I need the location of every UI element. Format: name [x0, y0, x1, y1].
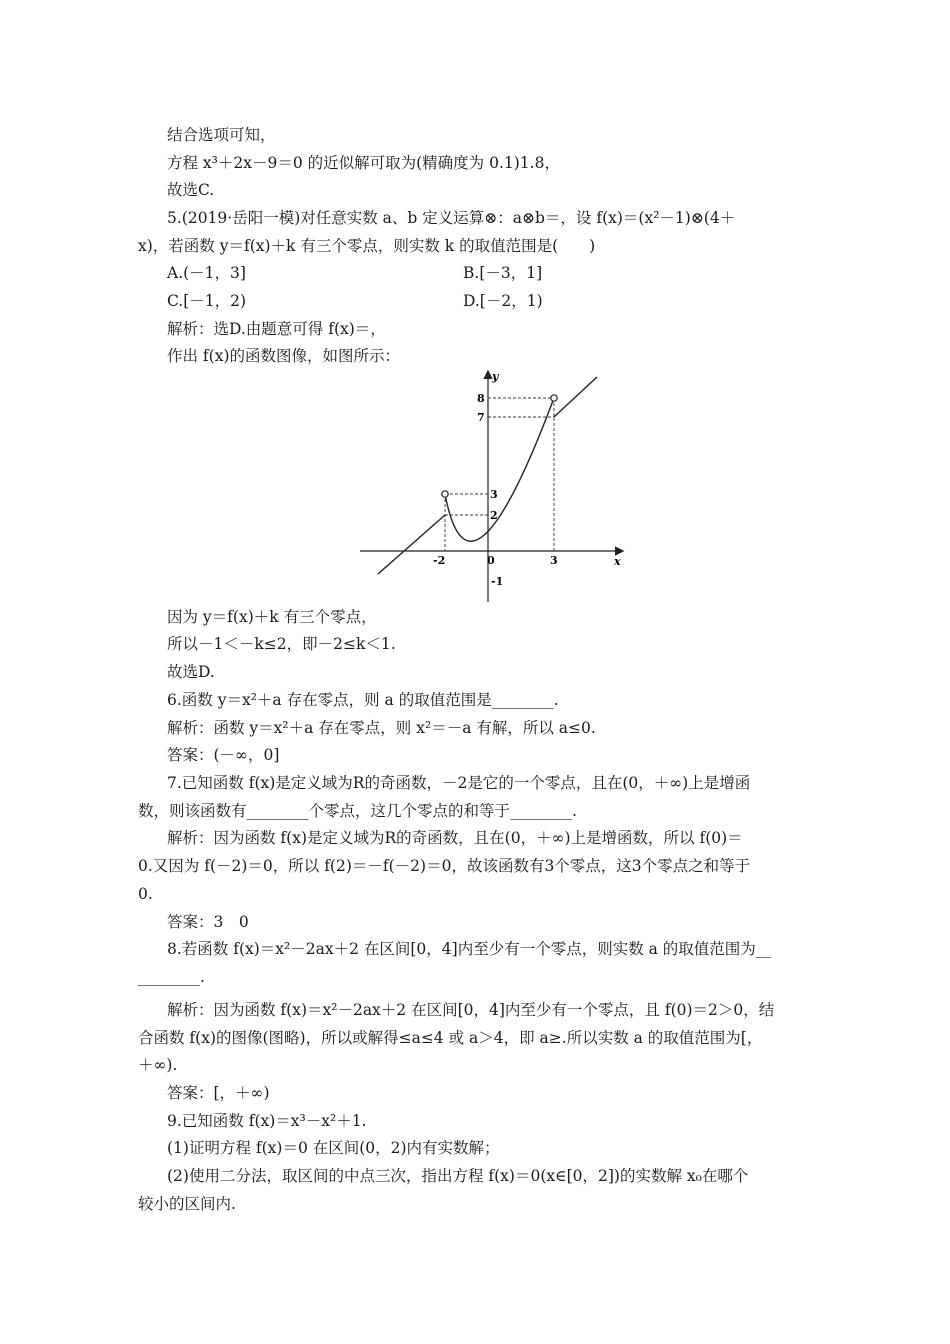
answer-7: 答案：3 0: [167, 913, 249, 931]
problem-8-stem: 8.若函数 f(x)＝x²－2ax＋2 在区间[0，4]内至少有一个零点，则实数 a 的取值范围为__: [167, 940, 772, 958]
problem-9-part-2-cont: 较小的区间内.: [138, 1195, 236, 1213]
option-c: C.[－1，2): [167, 292, 247, 310]
problem-7-stem: 7.已知函数 f(x)是定义域为R的奇函数，－2是它的一个零点，且在(0，＋∞)上是增函: [167, 774, 751, 792]
option-d: D.[－2，1): [463, 292, 543, 310]
y-tick-label: 7: [477, 411, 485, 424]
answer-6: 答案：(－∞，0]: [167, 746, 280, 764]
option-row: [167, 291, 847, 311]
problem-7-stem-cont: 数，则该函数有________个零点，这几个零点的和等于________.: [138, 802, 577, 820]
function-graph: [350, 362, 630, 606]
solution-7-cont: 0.又因为 f(－2)＝0，所以 f(2)＝－f(－2)＝0，故该函数有3个零点，这3个零点之和等于: [138, 857, 751, 875]
text-line: 作出 f(x)的函数图像，如图所示：: [167, 347, 401, 365]
y-axis-label: y: [492, 370, 499, 383]
text-line: 故选C.: [167, 181, 215, 199]
answer-8: 答案：[，＋∞): [167, 1084, 270, 1102]
guide-lines: [445, 398, 554, 551]
text-line: 因为 y＝f(x)＋k 有三个零点，: [167, 608, 377, 626]
origin-label: 0: [487, 554, 495, 567]
text-line: 所以－1＜－k≤2，即－2≤k＜1.: [167, 635, 396, 653]
text-line: 故选D.: [167, 663, 215, 681]
problem-9-stem: 9.已知函数 f(x)＝x³－x²＋1.: [167, 1112, 367, 1130]
solution-7-cont: 0.: [138, 885, 153, 903]
solution-8: 解析：因为函数 f(x)＝x²－2ax＋2 在区间[0，4]内至少有一个零点，且 f(0)＝2＞0，结: [167, 1001, 775, 1019]
option-a: A.(－1，3]: [167, 264, 246, 282]
graph-right-line: [554, 377, 597, 417]
graph-parabola: [445, 398, 554, 541]
open-point: [442, 491, 448, 497]
x-axis-label: x: [614, 555, 621, 568]
solution-8-cont: ＋∞).: [138, 1056, 178, 1074]
problem-6-stem: 6.函数 y＝x²＋a 存在零点，则 a 的取值范围是________.: [167, 691, 559, 709]
text-line: 方程 x³＋2x－9＝0 的近似解可取为(精确度为 0.1)1.8，: [167, 154, 560, 172]
problem-8-stem-cont: ________.: [138, 968, 205, 986]
solution-6: 解析：函数 y＝x²＋a 存在零点，则 x²＝－a 有解，所以 a≤0.: [167, 719, 596, 737]
y-tick-label: 2: [490, 509, 498, 522]
problem-5-stem: 5.(2019·岳阳一模)对任意实数 a、b 定义运算⊗：a⊗b＝，设 f(x)＝(x²－1)⊗(4＋: [167, 209, 736, 227]
x-tick-label: -2: [433, 554, 446, 567]
problem-9-part-1: (1)证明方程 f(x)＝0 在区间(0，2)内有实数解；: [167, 1139, 500, 1157]
y-tick-label: -1: [491, 575, 504, 588]
problem-9-part-2: (2)使用二分法，取区间的中点三次，指出方程 f(x)＝0(x∈[0，2])的实数解 x₀在哪个: [167, 1167, 749, 1185]
solution-8-cont: 合函数 f(x)的图像(图略)，所以或解得≤a≤4 或 a＞4，即 a≥.所以实数 a 的取值范围为[，: [138, 1029, 763, 1047]
x-tick-label: 3: [550, 554, 558, 567]
open-point: [551, 395, 557, 401]
solution-7: 解析：因为函数 f(x)是定义域为R的奇函数，且在(0，＋∞)上是增函数，所以 f(0)＝: [167, 829, 743, 847]
problem-5-stem-cont: x)，若函数 y＝f(x)＋k 有三个零点，则实数 k 的取值范围是( ): [138, 237, 596, 255]
text-line: 结合选项可知，: [167, 126, 276, 144]
option-b: B.[－3，1]: [463, 264, 543, 282]
solution-5: 解析：选D.由题意可得 f(x)＝，: [167, 320, 386, 338]
y-tick-label: 3: [490, 488, 498, 501]
option-row: [167, 263, 847, 283]
y-tick-label: 8: [477, 392, 485, 405]
